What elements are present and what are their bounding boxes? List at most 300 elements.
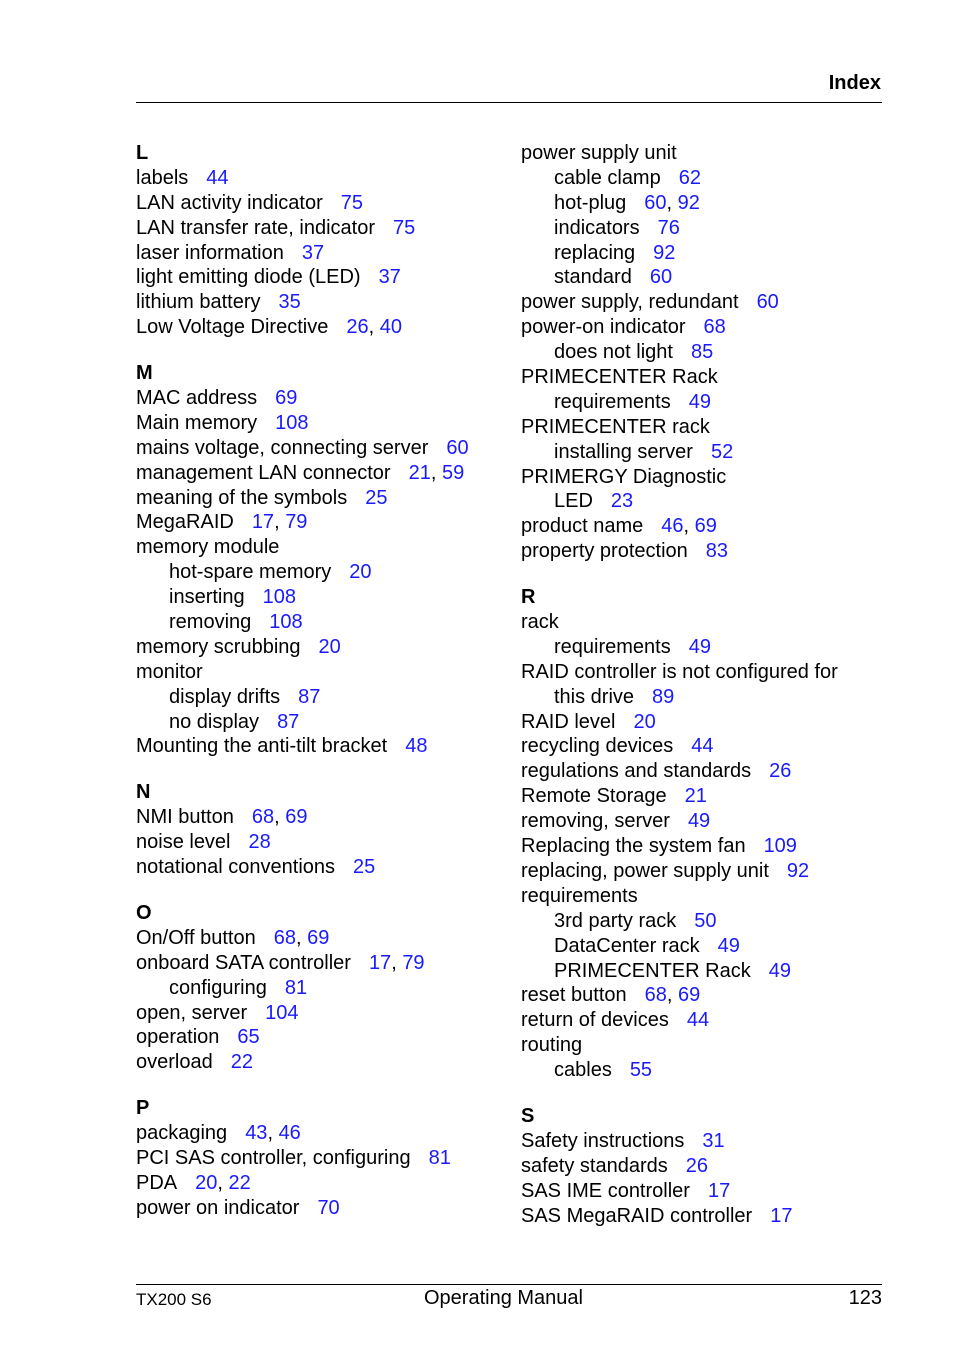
page-reference-list [764,835,797,857]
index-term: PRIMECENTER rack [521,415,710,438]
page-link[interactable]: 92 [786,859,810,882]
page-link[interactable]: 69 [275,387,298,410]
page-reference-list [718,935,740,957]
index-subentry [521,959,882,984]
page-link[interactable]: 60 [446,436,469,459]
index-subentry [521,241,882,266]
page-reference-list [249,831,271,853]
page-link[interactable]: 17 [368,951,392,974]
page-link[interactable]: 44 [691,735,714,758]
index-entry [136,510,506,535]
page-link[interactable]: 20 [195,1171,218,1194]
index-entry [136,1050,506,1075]
index-term: power on indicator [136,1196,300,1219]
page-link[interactable]: 70 [317,1196,340,1219]
index-term: noise level [136,831,231,854]
page-link[interactable]: 69 [678,984,701,1007]
index-term: operation [136,1026,220,1049]
page-link[interactable]: 79 [402,951,425,974]
index-entry [136,951,506,976]
index-entry [521,514,882,539]
index-entry [136,635,506,660]
index-subentry [521,685,882,710]
index-entry [521,1008,882,1033]
index-subentry [521,166,882,191]
index-term: NMI button [136,806,234,829]
index-term: DataCenter rack [554,934,700,957]
index-term: product name [521,515,644,538]
index-entry [521,1129,882,1154]
page-link[interactable]: 21 [684,785,707,808]
section-gap [136,759,506,780]
page-reference-list: 20, 22 [195,1171,251,1194]
page-reference-list [446,437,468,459]
page-link[interactable]: 44 [686,1009,710,1032]
index-term: standard [554,266,632,289]
section-gap [136,880,506,901]
page-link[interactable]: 87 [277,710,300,733]
index-term: Mounting the anti-tilt bracket [136,735,388,758]
index-subentry [136,585,506,610]
page-link[interactable]: 37 [301,241,325,264]
page-link[interactable]: 69 [307,926,330,949]
page-link[interactable]: 26 [685,1154,708,1177]
index-entry [136,315,506,340]
page-reference-list [353,856,375,878]
page-reference-list [770,1205,792,1227]
page-link[interactable]: 26 [769,760,792,783]
page-reference-list [341,192,363,214]
index-subentry [521,934,882,959]
index-entry [136,805,506,830]
page-reference-list: 26, 40 [346,316,402,339]
page-link[interactable]: 37 [378,266,401,289]
page-link[interactable]: 92 [653,241,676,264]
page-link[interactable]: 49 [768,959,791,982]
page-link[interactable]: 59 [441,461,465,484]
page-link[interactable]: 76 [657,216,680,239]
index-term: requirements [554,635,671,658]
index-entry [521,809,882,834]
index-term: removing [169,611,252,634]
section-gap [521,564,882,585]
page-reference-list [279,291,301,313]
page-link[interactable]: 46 [278,1122,301,1145]
page-link[interactable]: 35 [278,291,301,314]
page-link[interactable]: 49 [688,390,711,413]
index-term: mains voltage, connecting server [136,436,429,459]
index-term: safety standards [521,1154,668,1177]
index-term: return of devices [521,1009,669,1032]
index-term: rack [521,611,559,634]
index-term: onboard SATA controller [136,951,351,974]
index-entry [136,486,506,511]
index-term: routing [521,1034,583,1057]
index-term: packaging [136,1122,228,1145]
page-link[interactable]: 28 [248,831,271,854]
index-term: configuring [169,976,267,999]
index-subentry [136,685,506,710]
page-link[interactable]: 25 [365,486,388,509]
page-link[interactable]: 20 [318,635,341,658]
page-link[interactable]: 68 [273,926,296,949]
footer-manual-title: Operating Manual [424,1287,583,1309]
index-entry [136,411,506,436]
index-term: requirements [521,884,638,907]
index-entry [521,734,882,759]
page-link[interactable]: 44 [206,166,229,189]
page-link[interactable]: 83 [705,540,729,563]
page-link[interactable]: 60 [649,266,673,289]
index-term: lithium battery [136,291,261,314]
page-reference-list [265,1002,298,1024]
footer-model: TX200 S6 [136,1290,212,1309]
index-column-left [136,141,506,1221]
page-link[interactable]: 68 [703,316,726,339]
index-entry [521,1204,882,1229]
index-entry [136,535,506,560]
index-term: meaning of the symbols [136,486,348,509]
page-link[interactable]: 20 [633,710,656,733]
page-link[interactable]: 21 [408,461,431,484]
index-entry [136,166,506,191]
page-link[interactable]: 46 [661,515,684,538]
page-reference-list [633,711,655,733]
index-term: labels [136,166,189,189]
index-entry [136,926,506,951]
section-gap [521,1083,882,1104]
page-reference-list [275,412,308,434]
index-term: recycling devices [521,735,674,758]
page-reference-list [611,490,633,512]
index-entry [136,265,506,290]
page-link[interactable]: 31 [702,1129,725,1152]
index-term: overload [136,1051,213,1074]
index-term: property protection [521,540,688,563]
page-link[interactable]: 26 [346,316,369,339]
index-term: light emitting diode (LED) [136,266,361,289]
page-link[interactable]: 25 [353,856,376,879]
page-link[interactable]: 23 [610,490,634,513]
page-link[interactable]: 79 [285,511,308,534]
index-term: does not light [554,341,673,364]
page-reference-list: 43, 46 [245,1122,301,1145]
index-entry [521,290,882,315]
page-reference-list: 17, 79 [251,511,308,534]
page-link[interactable]: 50 [694,909,717,932]
section-gap [136,1075,506,1096]
index-term: PRIMECENTER Rack [554,959,751,982]
index-entry [521,834,882,859]
page-link[interactable]: 17 [770,1204,793,1227]
index-subentry [521,340,882,365]
index-letter-heading: P [136,1097,150,1120]
page-reference-list [688,810,710,832]
index-term: hot-spare memory [169,561,332,584]
page-reference-list [263,586,296,608]
index-subentry [136,976,506,1001]
index-term: replacing [554,241,636,264]
page-link[interactable]: 65 [237,1026,260,1049]
page-reference-list [685,785,707,807]
section-gap [136,340,506,361]
index-subentry [521,191,882,216]
index-subentry [521,489,882,514]
index-term: power-on indicator [521,316,686,339]
page-reference-list: 68, 69 [251,806,308,829]
index-term: SAS IME controller [521,1179,690,1202]
page-reference-list: 68, 69 [273,926,330,949]
index-entry [521,365,882,390]
page-link[interactable]: 17 [707,1179,731,1202]
index-entry [136,1001,506,1026]
index-subentry [521,440,882,465]
index-term: memory scrubbing [136,635,301,658]
page-reference-list [405,735,427,757]
index-subentry [521,635,882,660]
index-subentry [521,265,882,290]
index-term: hot-plug [554,191,627,214]
index-term: PRIMERGY Diagnostic [521,465,727,488]
page-reference-list [769,960,791,982]
index-term: RAID controller is not configured for [521,660,838,683]
index-term: Replacing the system fan [521,835,746,858]
index-term: laser information [136,241,284,264]
page-link[interactable]: 48 [405,735,428,758]
index-term: removing, server [521,810,670,833]
page-reference-list [689,391,711,413]
page-link[interactable]: 40 [379,316,402,339]
page-link[interactable]: 17 [251,511,275,534]
index-entry [521,710,882,735]
index-letter-heading: N [136,781,151,804]
page-reference-list [691,735,713,757]
index-entry [136,461,506,486]
index-subentry [521,1058,882,1083]
page-link[interactable]: 85 [690,341,714,364]
index-term: cables [554,1059,612,1082]
page-reference-list [686,1155,708,1177]
page-reference-list [706,540,728,562]
page-link[interactable]: 49 [717,934,740,957]
index-term: display drifts [169,685,281,708]
page-link[interactable]: 68 [644,984,667,1007]
page-reference-list [317,1197,339,1219]
index-term: 3rd party rack [554,909,677,932]
index-entry [136,1025,506,1050]
page-reference-list [653,242,675,264]
page-reference-list [277,711,299,733]
page-link[interactable]: 109 [763,835,797,858]
index-term: notational conventions [136,856,336,879]
page-link[interactable]: 69 [285,806,308,829]
index-letter-heading: M [136,362,153,385]
index-term: Main memory [136,411,258,434]
index-entry [136,290,506,315]
page-link[interactable]: 81 [284,976,308,999]
index-term: no display [169,710,260,733]
index-subentry [521,909,882,934]
page-reference-list [689,636,711,658]
page-reference-list [269,611,302,633]
index-entry [136,241,506,266]
page-reference-list [319,636,341,658]
index-term: power supply unit [521,142,677,164]
index-term: reset button [521,984,627,1007]
index-entry [136,1146,506,1171]
page-link[interactable]: 43 [245,1122,268,1145]
page-reference-list [379,266,401,288]
page-link[interactable]: 60 [756,291,779,314]
index-letter-heading: S [521,1104,535,1127]
page-reference-list [349,561,371,583]
index-term: power supply, redundant [521,291,739,314]
header-rule [136,102,882,103]
index-entry [521,859,882,884]
index-entry [521,784,882,809]
index-column-right [521,141,882,1228]
index-entry [521,610,882,635]
page-reference-list [691,341,713,363]
index-term: RAID level [521,710,616,733]
page-reference-list [365,487,387,509]
page-link[interactable]: 75 [393,216,416,239]
page-link[interactable]: 87 [298,685,321,708]
page-reference-list [658,217,680,239]
page-link[interactable]: 81 [428,1146,451,1169]
index-term: On/Off button [136,926,256,949]
index-entry [136,1196,506,1221]
page-reference-list [704,316,726,338]
page-link[interactable]: 108 [269,611,303,634]
index-entry [521,315,882,340]
index-term: indicators [554,216,640,239]
index-letter-heading: L [136,142,149,164]
index-entry [521,1154,882,1179]
page-link[interactable]: 69 [694,515,717,538]
index-term: Remote Storage [521,785,667,808]
page-reference-list [702,1130,724,1152]
index-entry [521,884,882,909]
page-reference-list [393,217,415,239]
index-term: open, server [136,1001,248,1024]
index-subentry [136,560,506,585]
page-link[interactable]: 108 [262,586,296,609]
page-reference-list: 17, 79 [368,951,425,974]
index-entry [521,759,882,784]
index-term: replacing, power supply unit [521,859,769,882]
index-term: cable clamp [554,166,661,189]
index-term: inserting [169,586,245,609]
page-reference-list: 46, 69 [661,515,717,538]
index-term: Safety instructions [521,1129,685,1152]
page-link[interactable]: 60 [644,191,667,214]
index-entry [136,216,506,241]
page-reference-list [787,860,809,882]
page-reference-list [708,1180,730,1202]
index-entry [136,734,506,759]
page-reference-list [237,1026,259,1048]
page-link[interactable]: 104 [265,1001,299,1024]
index-term: PRIMECENTER Rack [521,366,718,389]
page-reference-list [275,387,297,409]
page-link[interactable]: 92 [677,191,700,214]
index-entry [136,1121,506,1146]
page-reference-list [757,291,779,313]
index-entry [136,830,506,855]
index-term: LAN activity indicator [136,191,323,214]
page-link[interactable]: 68 [251,806,275,829]
page-reference-list [231,1051,253,1073]
page-link[interactable]: 49 [688,635,711,658]
page-reference-list [679,167,701,189]
index-term: management LAN connector [136,461,391,484]
page-link[interactable]: 108 [275,411,309,434]
index-entry [521,465,882,490]
index-entry [136,660,506,685]
index-entry [136,855,506,880]
index-term: MAC address [136,387,258,410]
index-letter-heading: R [521,586,536,609]
index-letter-heading: O [136,901,152,924]
footer-rule [136,1284,882,1285]
index-term: PCI SAS controller, configuring [136,1146,411,1169]
page-link[interactable]: 89 [652,685,675,708]
page-reference-list [694,910,716,932]
index-subentry [136,710,506,735]
page-reference-list [285,977,307,999]
index-subentry [521,390,882,415]
index-term: monitor [136,660,203,683]
index-entry [521,660,882,685]
footer-page-number: 123 [848,1287,882,1309]
page-reference-list: 60, 92 [644,191,700,214]
page-reference-list: 68, 69 [644,984,701,1007]
index-term: regulations and standards [521,760,752,783]
index-entry [136,191,506,216]
index-entry [521,1179,882,1204]
index-entry [521,983,882,1008]
page-link[interactable]: 49 [687,810,711,833]
index-entry [136,386,506,411]
page-link[interactable]: 55 [629,1059,653,1082]
index-entry [521,1033,882,1058]
index-entry [521,141,882,166]
page-link[interactable]: 22 [228,1171,251,1194]
index-term: LAN transfer rate, indicator [136,216,375,239]
page-reference-list [687,1009,709,1031]
index-term: LED [554,490,593,513]
page-link[interactable]: 52 [710,440,734,463]
page-reference-list [650,266,672,288]
page-link[interactable]: 20 [349,561,372,584]
index-term: requirements [554,390,671,413]
index-term: memory module [136,536,280,559]
index-subentry [521,216,882,241]
page-reference-list [711,441,733,463]
page-reference-list [429,1147,451,1169]
page-link[interactable]: 22 [230,1051,253,1074]
index-entry [521,415,882,440]
page-link[interactable]: 75 [340,191,363,214]
page-reference-list [652,686,674,708]
index-entry [136,1171,506,1196]
page-reference-list [206,167,228,189]
page-link[interactable]: 62 [678,166,701,189]
index-term: SAS MegaRAID controller [521,1204,753,1227]
index-subentry [136,610,506,635]
index-term: Low Voltage Directive [136,316,329,339]
